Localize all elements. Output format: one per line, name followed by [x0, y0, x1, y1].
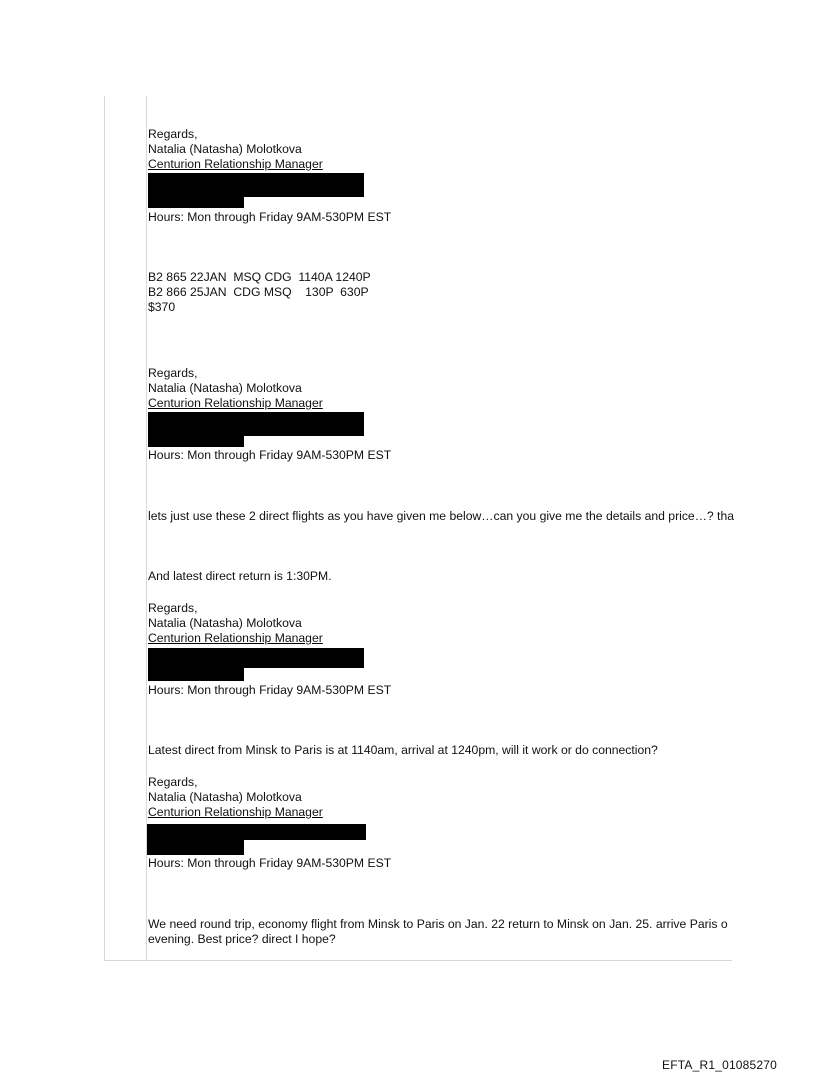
message-latest-direct: Latest direct from Minsk to Paris is at 1140am, arrival at 1240pm, will it work or do connection? — [148, 743, 658, 757]
flight-line-outbound: B2 865 22JAN MSQ CDG 1140A 1240P — [148, 270, 371, 284]
signature-hours: Hours: Mon through Friday 9AM-530PM EST — [148, 856, 392, 870]
signature-regards: Regards, — [148, 127, 198, 141]
signature-name: Natalia (Natasha) Molotkova — [148, 381, 302, 395]
frame-border-bottom — [104, 960, 732, 961]
signature-title: Centurion Relationship Manager — [148, 631, 323, 645]
signature-title: Centurion Relationship Manager — [148, 157, 323, 171]
signature-hours: Hours: Mon through Friday 9AM-530PM EST — [148, 210, 392, 224]
redaction-bar — [147, 839, 244, 855]
redaction-bar — [148, 173, 364, 197]
signature-title: Centurion Relationship Manager — [148, 805, 323, 819]
signature-name: Natalia (Natasha) Molotkova — [148, 616, 302, 630]
signature-name: Natalia (Natasha) Molotkova — [148, 790, 302, 804]
redaction-bar — [148, 196, 244, 208]
signature-hours: Hours: Mon through Friday 9AM-530PM EST — [148, 683, 392, 697]
bates-number: EFTA_R1_01085270 — [662, 1058, 778, 1072]
redaction-bar — [148, 648, 364, 668]
message-original-request: We need round trip, economy flight from Minsk to Paris on Jan. 22 return to Minsk on Jan. 25. arrive Paris o — [148, 917, 728, 931]
flight-line-return: B2 866 25JAN CDG MSQ 130P 630P — [148, 285, 369, 299]
frame-border-left — [104, 96, 105, 960]
message-latest-return: And latest direct return is 1:30PM. — [148, 569, 332, 583]
signature-name: Natalia (Natasha) Molotkova — [148, 142, 302, 156]
message-request-direct: lets just use these 2 direct flights as you have given me below…can you give me the details and price…? tha — [148, 509, 734, 523]
redaction-bar — [148, 435, 244, 447]
redaction-bar — [148, 412, 364, 436]
redaction-bar — [148, 667, 244, 681]
signature-title: Centurion Relationship Manager — [148, 396, 323, 410]
signature-regards: Regards, — [148, 775, 198, 789]
signature-regards: Regards, — [148, 601, 198, 615]
flight-price: $370 — [148, 300, 176, 314]
redaction-bar — [147, 824, 366, 840]
message-original-request-cont: evening. Best price? direct I hope? — [148, 932, 336, 946]
signature-regards: Regards, — [148, 366, 198, 380]
signature-hours: Hours: Mon through Friday 9AM-530PM EST — [148, 448, 392, 462]
